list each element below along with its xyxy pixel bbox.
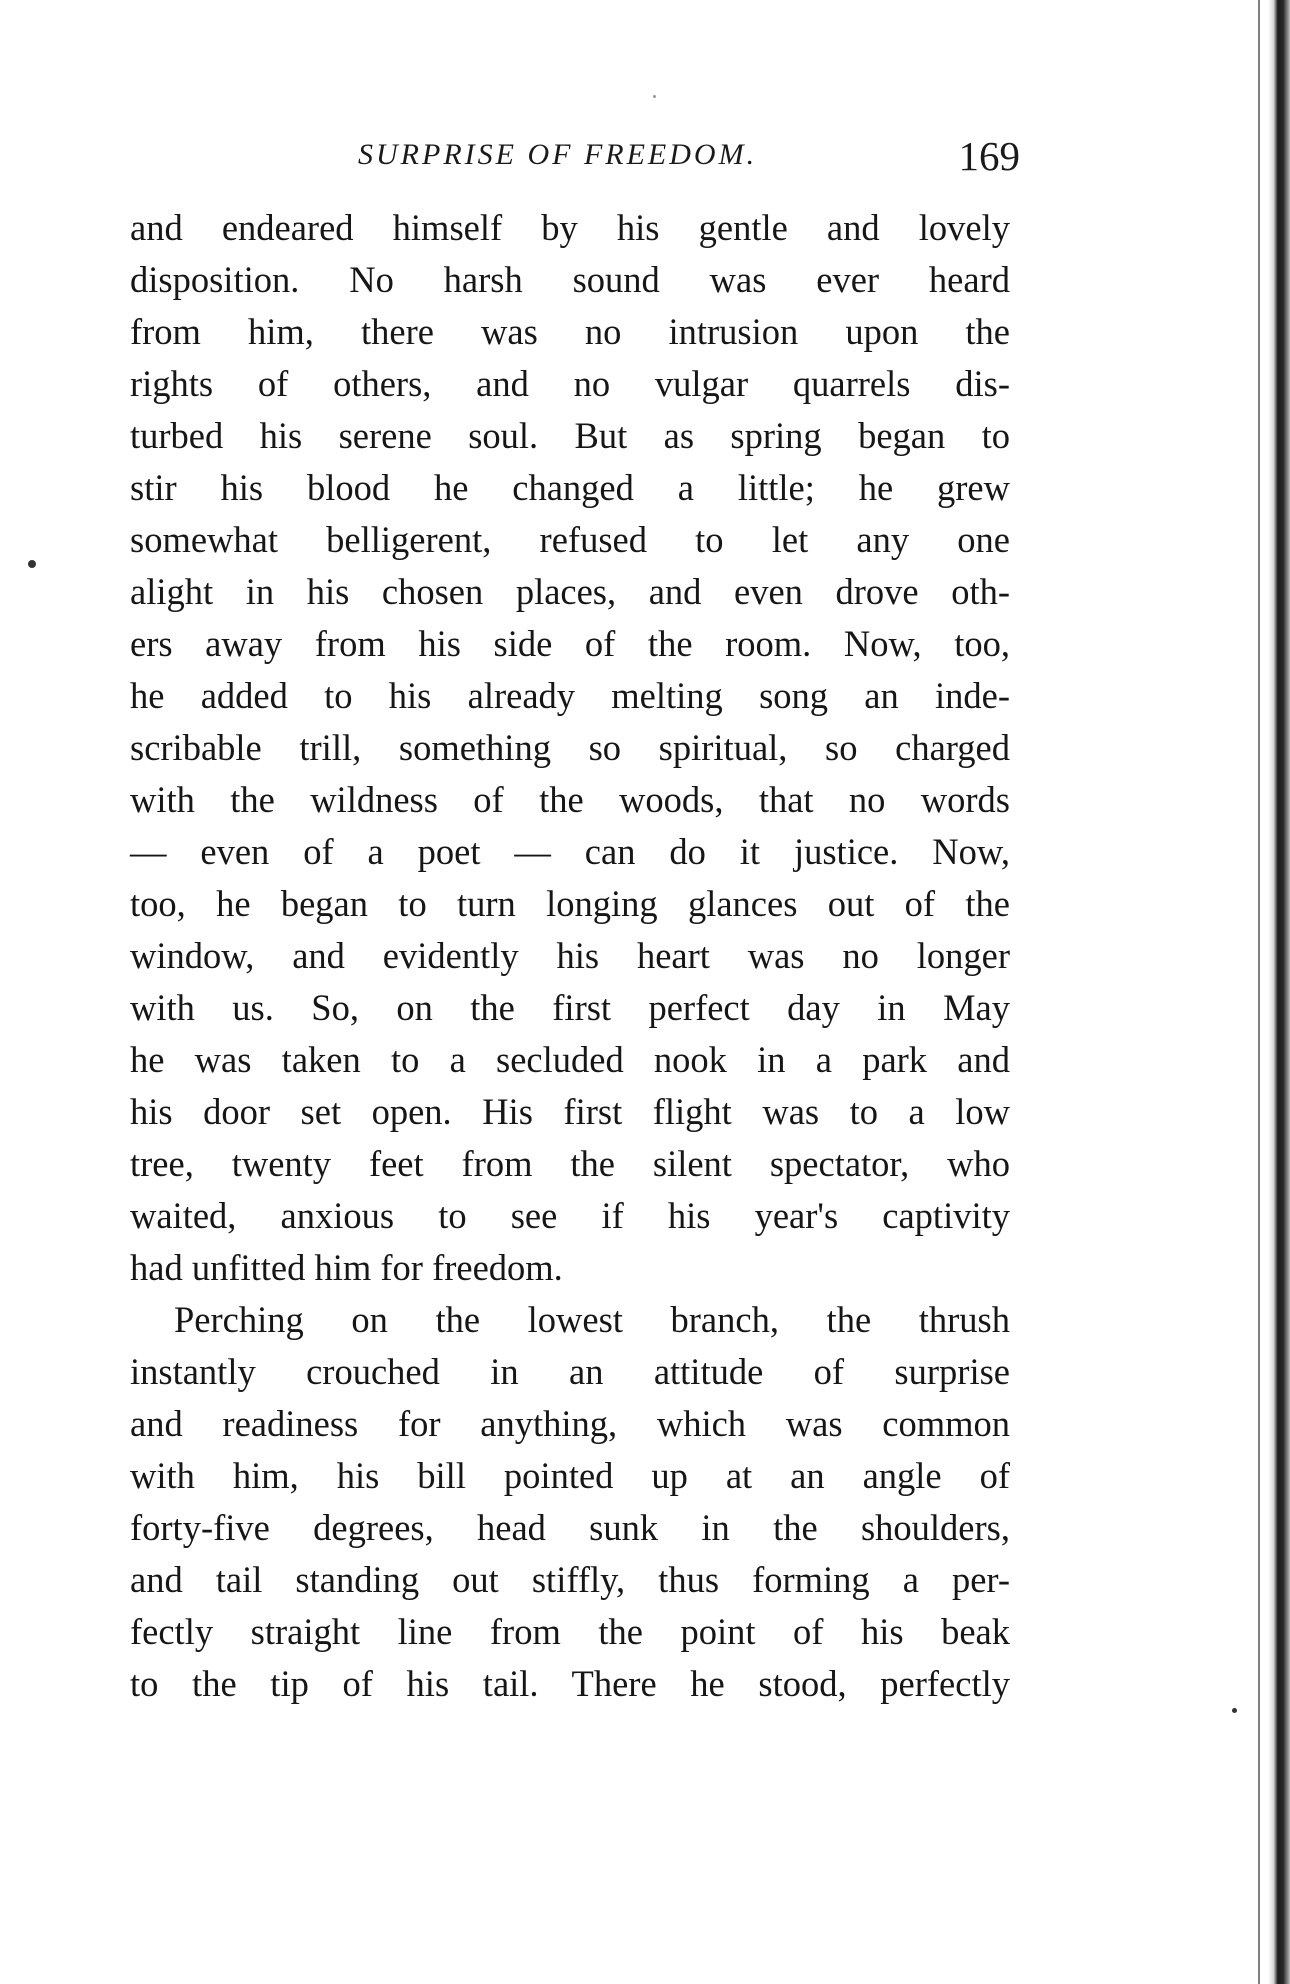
running-title: SURPRISE OF FREEDOM. <box>358 138 758 171</box>
scan-speck <box>1232 1708 1237 1713</box>
text-line: turbed his serene soul. But as spring began to <box>130 415 1010 456</box>
text-line: — even of a poet — can do it justice. Now, <box>130 831 1010 872</box>
text-line: he was taken to a secluded nook in a park and <box>130 1039 1010 1080</box>
text-line: window, and evidently his heart was no longer <box>130 935 1010 976</box>
page-number: 169 <box>958 133 1020 179</box>
text-line: scribable trill, something so spiritual, so charged <box>130 727 1010 768</box>
text-line: too, he began to turn longing glances out of the <box>130 883 1010 924</box>
text-line: disposition. No harsh sound was ever heard <box>130 259 1010 300</box>
scan-speck <box>653 95 656 98</box>
text-line: to the tip of his tail. There he stood, perfectly <box>130 1663 1010 1704</box>
text-line: tree, twenty feet from the silent spectator, who <box>130 1143 1010 1184</box>
page-edge-line <box>1258 0 1260 1984</box>
text-line: with the wildness of the woods, that no words <box>130 779 1010 820</box>
text-line: alight in his chosen places, and even drove oth- <box>130 571 1010 612</box>
text-line: had unfitted him for freedom. <box>130 1247 563 1288</box>
text-line: and endeared himself by his gentle and lovely <box>130 207 1010 248</box>
running-head <box>130 132 1020 180</box>
text-line: waited, anxious to see if his year's captivity <box>130 1195 1010 1236</box>
text-line: forty-five degrees, head sunk in the shoulders, <box>130 1507 1010 1548</box>
page-edge <box>1268 0 1290 1984</box>
text-line: Perching on the lowest branch, the thrush <box>174 1299 1010 1340</box>
text-line: fectly straight line from the point of his beak <box>130 1611 1010 1652</box>
text-line: with us. So, on the first perfect day in May <box>130 987 1010 1028</box>
text-line: with him, his bill pointed up at an angle of <box>130 1455 1010 1496</box>
text-line: instantly crouched in an attitude of surprise <box>130 1351 1010 1392</box>
text-line: from him, there was no intrusion upon the <box>130 311 1010 352</box>
body-text <box>130 202 1010 1710</box>
text-line: and tail standing out stiffly, thus forming a per- <box>130 1559 1010 1600</box>
scan-speck <box>28 560 36 568</box>
text-line: and readiness for anything, which was common <box>130 1403 1010 1444</box>
text-line: somewhat belligerent, refused to let any one <box>130 519 1010 560</box>
text-line: stir his blood he changed a little; he grew <box>130 467 1010 508</box>
text-line: rights of others, and no vulgar quarrels dis- <box>130 363 1010 404</box>
paragraph <box>130 1294 1010 1710</box>
text-line: he added to his already melting song an inde- <box>130 675 1010 716</box>
text-line: ers away from his side of the room. Now, too, <box>130 623 1010 664</box>
paragraph <box>130 202 1010 1294</box>
text-line: his door set open. His first flight was to a low <box>130 1091 1010 1132</box>
